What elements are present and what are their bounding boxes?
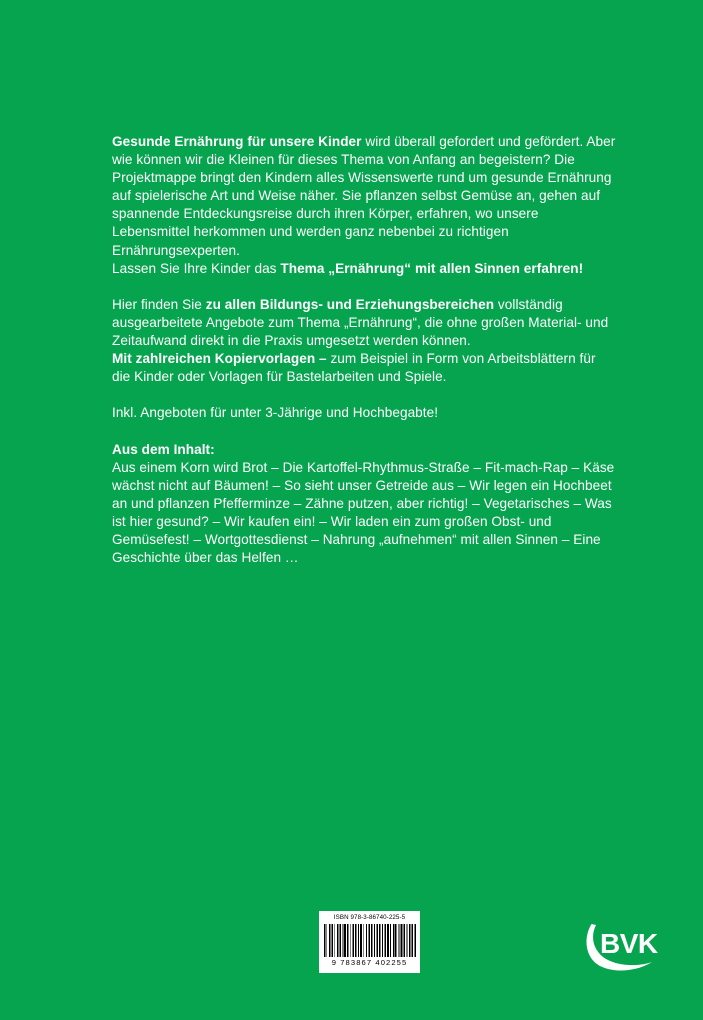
intro-closing-bold: Thema „Ernährung“ mit allen Sinnen erfahren! [280,260,584,276]
intro-closing-plain: Lassen Sie Ihre Kinder das [112,260,281,276]
contents-heading: Aus dem Inhalt: [112,441,215,457]
offer-part1-bold: zu allen Bildungs- und Erziehungsbereichen [205,296,495,312]
isbn-barcode [319,911,420,973]
offer-part2-plain: vollständig ausgearbeitete Angebote zum Thema „Ernährung“, die ohne großen Material- und Zeitaufwand direkt in die Praxis umgesetzt werden können. [112,296,609,349]
intro-body: wird überall gefordert und gefördert. Aber wie können wir die Kleinen für dieses Thema von Anfang an begeistern? Die Projektmappe bringt den Kindern alles Wissenswerte rund um gesunde Ernährung auf spielerische Art und Weise näher. Sie pflanzen selbst Gemüse an, gehen auf spannende Entdeckungsreise durch ihren Körper, erfahren, wo unsere Lebensmittel herkommen und werden ganz nebenbei zu richtigen Ernährungsexperten. [112,134,616,258]
offer-paragraph [112,296,616,386]
barcode-bars [324,924,416,957]
bvk-publisher-logo [578,920,666,974]
inclusion-note: Inkl. Angeboten für unter 3-Jährige und Hochbegabte! [112,405,439,421]
intro-paragraph [112,133,616,278]
intro-lead-bold: Gesunde Ernährung für unsere Kinder [112,134,362,149]
barcode-digits: 9 783867 402255 [331,958,408,967]
offer-part3-plain: zum Beispiel in Form von Arbeitsblättern für die Kinder oder Vorlagen für Bastelarbeiten und Spiele. [112,351,596,385]
back-cover-copy [112,133,616,567]
isbn-label: ISBN 978-3-86740-225-5 [333,914,406,921]
contents-body: Aus einem Korn wird Brot – Die Kartoffel-Rhythmus-Straße – Fit-mach-Rap – Käse wächst nicht auf Bäumen! – So sieht unser Getreide aus – Wir legen ein Hochbeet an und pflanzen Pfefferminze – Zähne putzen, aber richtig! – Vegetarisches – Was ist hier gesund? – Wir kaufen ein! – Wir laden ein zum großen Obst- und Gemüsefest! – Wortgottesdienst – Nahrung „aufnehmen“ mit allen Sinnen – Eine Geschichte über das Helfen … [112,459,615,566]
offer-part3-bold: Mit zahlreichen Kopiervorlagen – [112,351,327,367]
contents-paragraph [112,441,616,568]
svg-text:BVK: BVK [600,928,658,959]
offer-part1-plain: Hier finden Sie [112,296,206,312]
